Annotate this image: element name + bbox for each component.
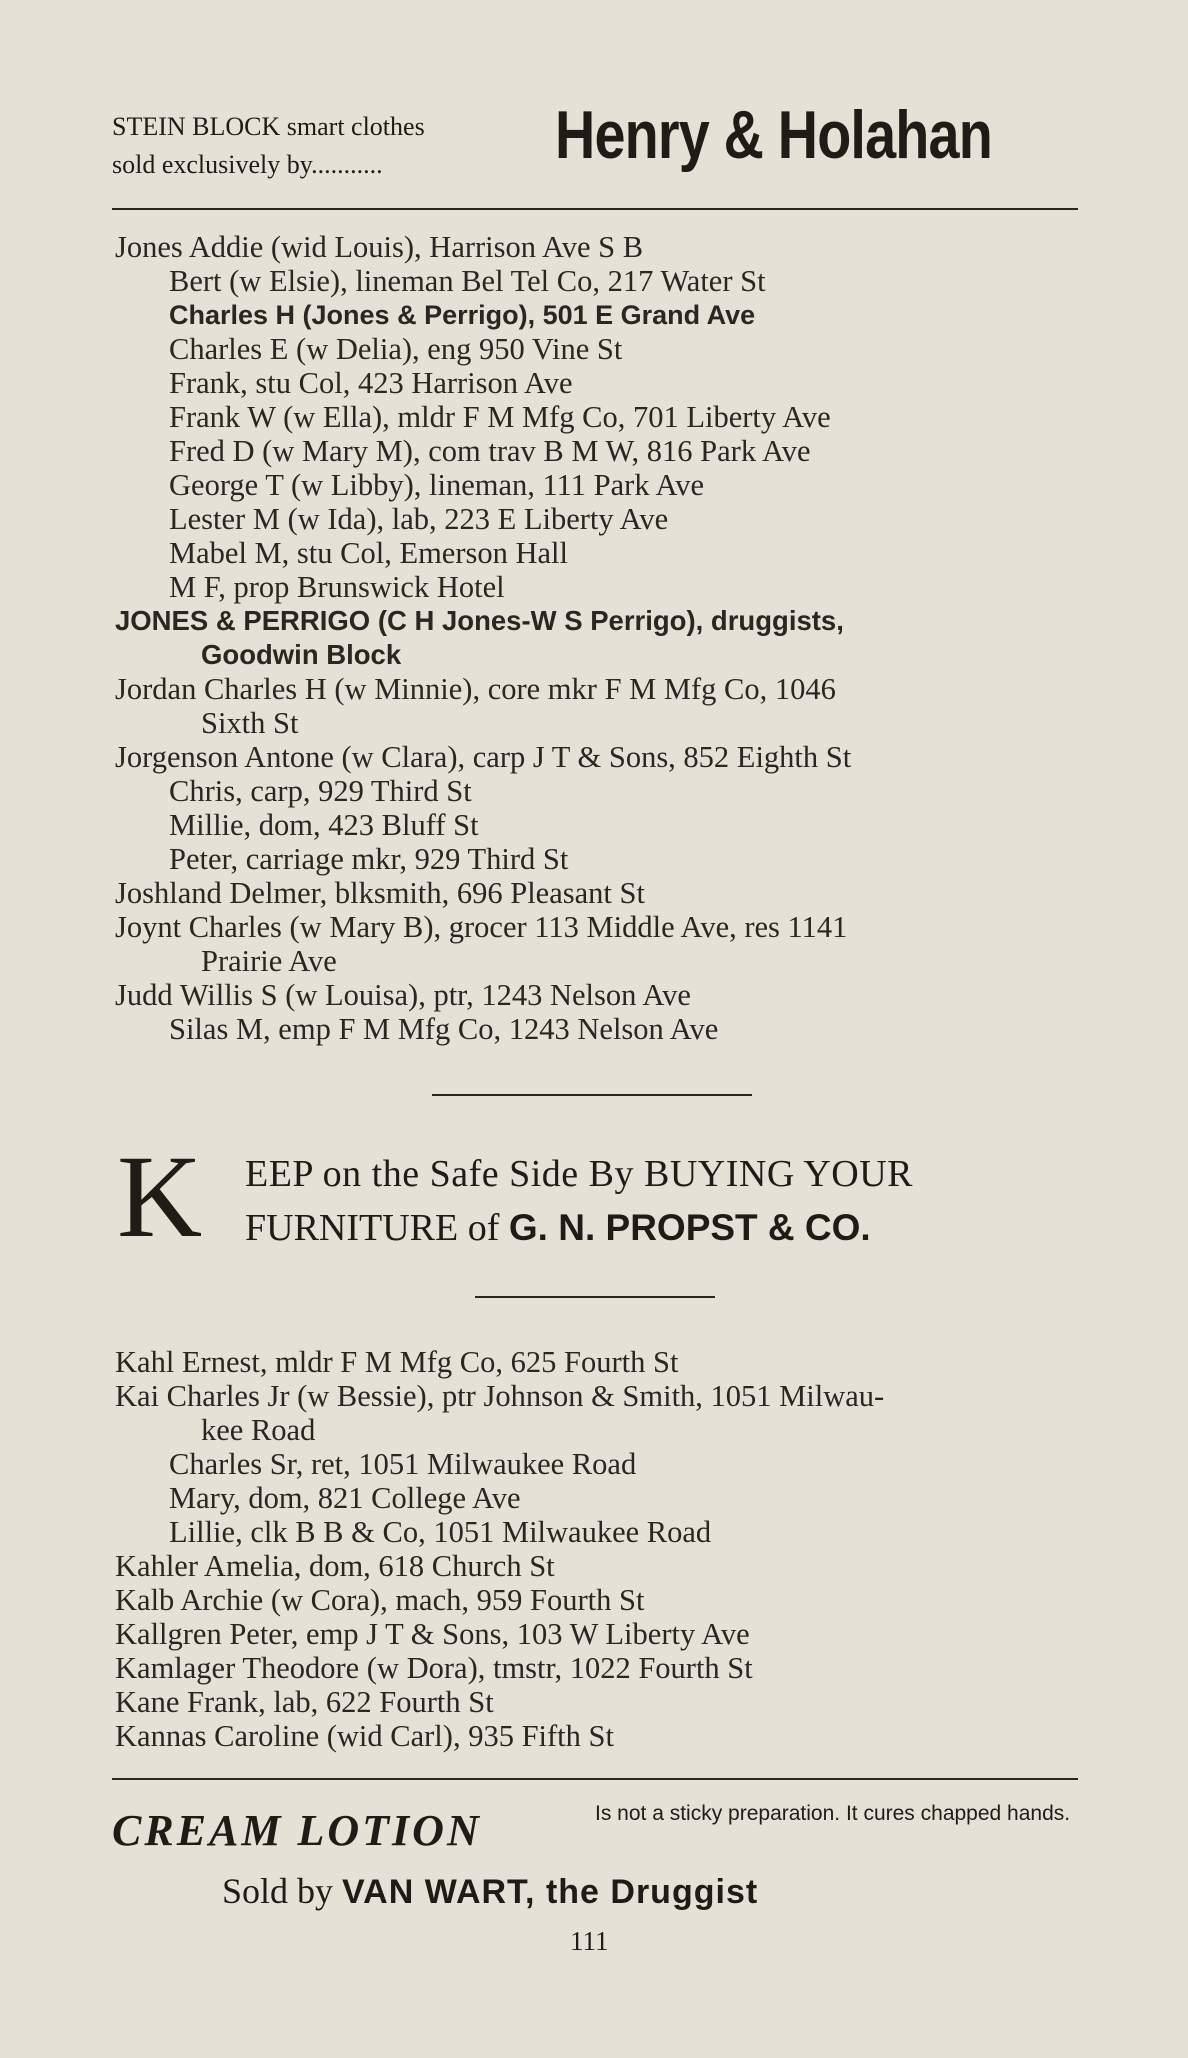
directory-entry: Peter, carriage mkr, 929 Third St <box>169 842 569 876</box>
directory-entry: Kahler Amelia, dom, 618 Church St <box>115 1549 555 1583</box>
directory-entry: Lillie, clk B B & Co, 1051 Milwaukee Road <box>169 1515 712 1549</box>
directory-entry: Kallgren Peter, emp J T & Sons, 103 W Liberty Ave <box>115 1617 750 1651</box>
furniture-ad-line2-pre: FURNITURE of <box>245 1207 509 1249</box>
directory-entry: JONES & PERRIGO (C H Jones-W S Perrigo), druggists, <box>115 605 844 636</box>
directory-entry: Jordan Charles H (w Minnie), core mkr F M Mfg Co, 1046 <box>115 672 836 706</box>
header-ad-line2: sold exclusively by........... <box>112 150 383 179</box>
page-number: 111 <box>570 1926 609 1956</box>
header-ad-store: Henry & Holahan <box>555 97 992 173</box>
furniture-ad-initial: K <box>117 1131 203 1262</box>
directory-entry: Mary, dom, 821 College Ave <box>169 1481 521 1515</box>
directory-entry: M F, prop Brunswick Hotel <box>169 570 505 604</box>
directory-entry: Millie, dom, 423 Bluff St <box>169 808 479 842</box>
directory-entry: Kamlager Theodore (w Dora), tmstr, 1022 Fourth St <box>115 1651 753 1685</box>
directory-entry: Prairie Ave <box>201 944 337 978</box>
lotion-ad-note: Is not a sticky preparation. It cures chapped hands. <box>595 1802 1071 1825</box>
header-ad-text <box>112 108 425 184</box>
directory-entry: Jones Addie (wid Louis), Harrison Ave S B <box>115 230 644 264</box>
directory-entry: Jorgenson Antone (w Clara), carp J T & Sons, 852 Eighth St <box>115 740 852 774</box>
directory-entry: Fred D (w Mary M), com trav B M W, 816 Park Ave <box>169 434 811 468</box>
furniture-ad-firm: G. N. PROPST & CO. <box>508 1207 871 1248</box>
directory-entry: Mabel M, stu Col, Emerson Hall <box>169 536 569 570</box>
furniture-ad <box>245 1147 913 1255</box>
lotion-ad-firm: VAN WART, the Druggist <box>342 1873 759 1911</box>
directory-entry: Goodwin Block <box>201 639 402 670</box>
directory-entry: Chris, carp, 929 Third St <box>169 774 472 808</box>
directory-entry: George T (w Libby), lineman, 111 Park Ave <box>169 468 705 502</box>
furniture-ad-line2 <box>245 1201 913 1255</box>
lotion-ad-name: CREAM LOTION <box>112 1806 482 1855</box>
lotion-ad-sold-pre: Sold by <box>222 1871 343 1911</box>
section-divider-bottom <box>475 1296 715 1298</box>
directory-entry: Sixth St <box>201 706 299 740</box>
directory-entry: Judd Willis S (w Louisa), ptr, 1243 Nelson Ave <box>115 978 691 1012</box>
directory-list-k <box>115 1345 1080 1753</box>
directory-entry: kee Road <box>201 1413 316 1447</box>
directory-entry: Lester M (w Ida), lab, 223 E Liberty Ave <box>169 502 669 536</box>
directory-entry: Kalb Archie (w Cora), mach, 959 Fourth St <box>115 1583 645 1617</box>
directory-entry: Joynt Charles (w Mary B), grocer 113 Middle Ave, res 1141 <box>115 910 848 944</box>
header-rule <box>112 208 1078 210</box>
directory-entry: Silas M, emp F M Mfg Co, 1243 Nelson Ave <box>169 1012 719 1046</box>
directory-entry: Joshland Delmer, blksmith, 696 Pleasant St <box>115 876 645 910</box>
directory-entry: Charles Sr, ret, 1051 Milwaukee Road <box>169 1447 637 1481</box>
directory-entry: Frank W (w Ella), mldr F M Mfg Co, 701 Liberty Ave <box>169 400 831 434</box>
section-divider-top <box>432 1094 752 1096</box>
directory-entry: Charles H (Jones & Perrigo), 501 E Grand Ave <box>169 300 756 330</box>
directory-list-j <box>115 230 1080 1046</box>
lotion-ad-sold-by <box>222 1870 758 1912</box>
directory-entry: Frank, stu Col, 423 Harrison Ave <box>169 366 573 400</box>
directory-entry: Kai Charles Jr (w Bessie), ptr Johnson & Smith, 1051 Milwau- <box>115 1379 885 1413</box>
directory-entry: Charles E (w Delia), eng 950 Vine St <box>169 332 623 366</box>
header-ad-line1: STEIN BLOCK smart clothes <box>112 112 425 141</box>
furniture-ad-line1: EEP on the Safe Side By BUYING YOUR <box>245 1153 914 1195</box>
directory-entry: Bert (w Elsie), lineman Bel Tel Co, 217 Water St <box>169 264 766 298</box>
directory-entry: Kannas Caroline (wid Carl), 935 Fifth St <box>115 1719 614 1753</box>
directory-entry: Kahl Ernest, mldr F M Mfg Co, 625 Fourth St <box>115 1345 679 1379</box>
footer-rule <box>112 1778 1078 1780</box>
directory-entry: Kane Frank, lab, 622 Fourth St <box>115 1685 494 1719</box>
